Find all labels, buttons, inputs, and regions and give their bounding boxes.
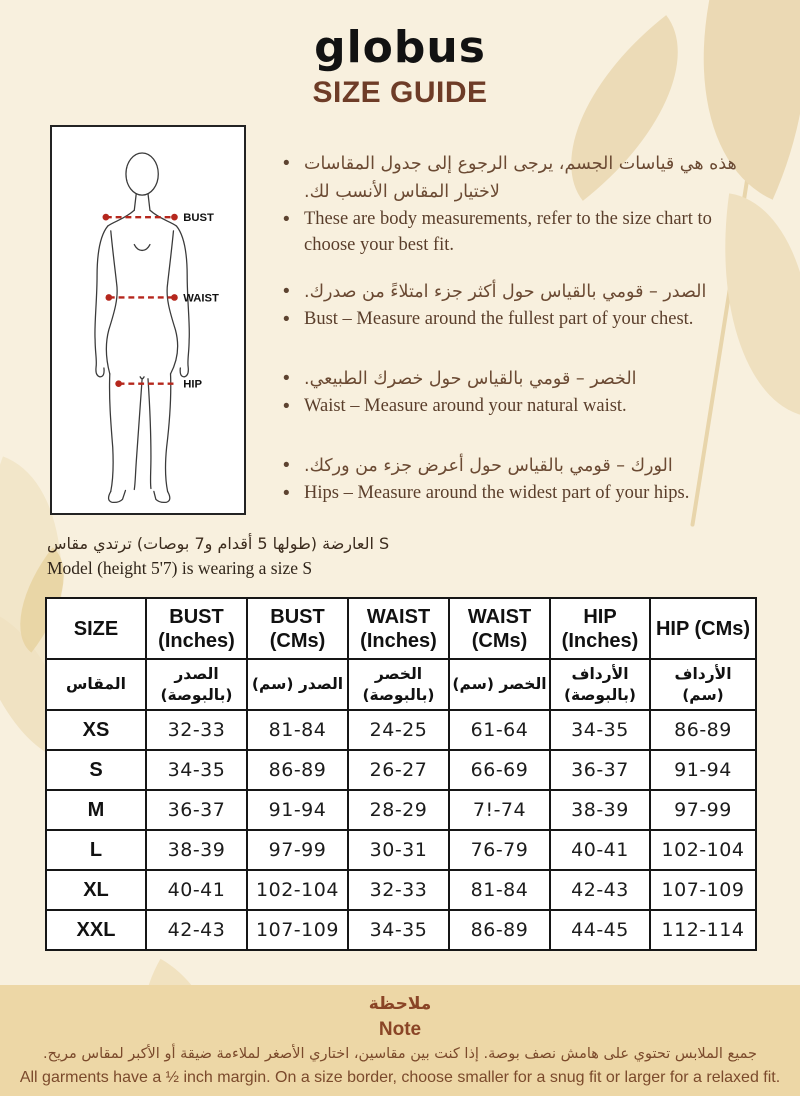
mannequin-figure-illustration <box>52 127 244 513</box>
table-cell: 102-104 <box>247 870 348 910</box>
instruction-group-waist <box>283 365 750 421</box>
size-table-container <box>45 597 755 951</box>
table-cell: SIZE <box>46 598 146 659</box>
table-cell: L <box>46 830 146 870</box>
note-title-arabic: ملاحظة <box>368 994 432 1014</box>
table-row <box>46 910 756 950</box>
bullet-icon: • <box>283 309 290 330</box>
table-cell: 86-89 <box>247 750 348 790</box>
measurement-lines <box>103 214 178 387</box>
table-row <box>46 830 756 870</box>
instruction-arabic: • هذه هي قياسات الجسم، يرجى الرجوع إلى جدول المقاسات لاختيار المقاس الأنسب لك. <box>283 150 750 206</box>
note-body-english: All garments have a ½ inch margin. On a size border, choose smaller for a snug fit or larger for a relaxed fit. <box>19 1069 781 1086</box>
table-cell: 40-41 <box>146 870 247 910</box>
table-cell: الخصر (سم) <box>449 659 550 710</box>
page-title: SIZE GUIDE <box>312 76 488 109</box>
table-cell: 97-99 <box>650 790 756 830</box>
note-section <box>0 985 800 1096</box>
table-cell: 38-39 <box>146 830 247 870</box>
bullet-icon: • <box>283 396 290 417</box>
table-cell: 81-84 <box>449 870 550 910</box>
table-cell: 34-35 <box>348 910 449 950</box>
table-cell: 24-25 <box>348 710 449 750</box>
table-row <box>46 710 756 750</box>
bullet-icon: • <box>283 368 290 389</box>
size-table-body <box>46 710 756 950</box>
table-cell: الخصر (بالبوصة) <box>348 659 449 710</box>
table-cell: 26-27 <box>348 750 449 790</box>
size-table <box>45 597 757 951</box>
bullet-icon: • <box>283 153 290 174</box>
table-cell: HIP (Inches) <box>550 598 650 659</box>
instruction-english: • Hips – Measure around the widest part of your hips. <box>283 480 750 508</box>
table-cell: 28-29 <box>348 790 449 830</box>
table-header-row-arabic <box>46 659 756 710</box>
table-cell: 86-89 <box>449 910 550 950</box>
table-cell: 91-94 <box>650 750 756 790</box>
table-cell: 61-64 <box>449 710 550 750</box>
instruction-english: • Waist – Measure around your natural waist. <box>283 393 750 421</box>
table-cell: 107-109 <box>650 870 756 910</box>
bullet-icon: • <box>283 455 290 476</box>
table-cell: المقاس <box>46 659 146 710</box>
table-cell: 102-104 <box>650 830 756 870</box>
brand-logo: globus <box>314 22 486 73</box>
table-cell: 38-39 <box>550 790 650 830</box>
model-info <box>47 531 467 581</box>
hip-label: HIP <box>183 378 203 391</box>
instruction-arabic: • الورك – قومي بالقياس حول أعرض جزء من وركك. <box>283 452 750 480</box>
body-measurement-diagram <box>50 125 246 515</box>
table-cell: 36-37 <box>550 750 650 790</box>
table-cell: 30-31 <box>348 830 449 870</box>
table-cell: WAIST (Inches) <box>348 598 449 659</box>
table-cell: 42-43 <box>550 870 650 910</box>
table-cell: الأرداف (بالبوصة) <box>550 659 650 710</box>
table-cell: 107-109 <box>247 910 348 950</box>
instruction-arabic: • الخصر – قومي بالقياس حول خصرك الطبيعي. <box>283 365 750 393</box>
table-cell: XS <box>46 710 146 750</box>
model-info-english: Model (height 5'7) is wearing a size S <box>47 558 313 578</box>
bullet-icon: • <box>283 281 290 302</box>
table-cell: 34-35 <box>146 750 247 790</box>
table-row <box>46 870 756 910</box>
instruction-group-bust <box>283 278 750 334</box>
table-cell: M <box>46 790 146 830</box>
table-cell: الصدر (بالبوصة) <box>146 659 247 710</box>
table-cell: 97-99 <box>247 830 348 870</box>
table-cell: 32-33 <box>348 870 449 910</box>
table-cell: 42-43 <box>146 910 247 950</box>
bullet-icon: • <box>283 209 290 230</box>
table-header-row-english <box>46 598 756 659</box>
table-cell: 66-69 <box>449 750 550 790</box>
table-cell: BUST (Inches) <box>146 598 247 659</box>
table-cell: 34-35 <box>550 710 650 750</box>
table-cell: BUST (CMs) <box>247 598 348 659</box>
table-cell: 40-41 <box>550 830 650 870</box>
table-cell: XL <box>46 870 146 910</box>
model-info-arabic: العارضة (طولها 5 أقدام و7 بوصات) ترتدي مقاس S <box>47 534 390 553</box>
table-row <box>46 790 756 830</box>
size-table-head <box>46 598 756 710</box>
table-cell: 91-94 <box>247 790 348 830</box>
table-cell: 81-84 <box>247 710 348 750</box>
table-row <box>46 750 756 790</box>
note-title-english: Note <box>378 1019 422 1040</box>
table-cell: الأرداف (سم) <box>650 659 756 710</box>
instruction-english: • These are body measurements, refer to the size chart to choose your best fit. <box>283 206 750 258</box>
instruction-english: • Bust – Measure around the fullest part of your chest. <box>283 306 750 334</box>
instruction-arabic: • الصدر – قومي بالقياس حول أكثر جزء امتلاءً من صدرك. <box>283 278 750 306</box>
table-cell: 112-114 <box>650 910 756 950</box>
bullet-icon: • <box>283 483 290 504</box>
table-cell: الصدر (سم) <box>247 659 348 710</box>
table-cell: WAIST (CMs) <box>449 598 550 659</box>
table-cell: 44-45 <box>550 910 650 950</box>
measurement-instructions <box>283 150 750 539</box>
instruction-group-hips <box>283 452 750 508</box>
instruction-group-intro <box>283 150 750 258</box>
table-cell: 7!-74 <box>449 790 550 830</box>
waist-label: WAIST <box>183 292 219 305</box>
table-cell: XXL <box>46 910 146 950</box>
table-cell: 86-89 <box>650 710 756 750</box>
table-cell: 76-79 <box>449 830 550 870</box>
table-cell: HIP (CMs) <box>650 598 756 659</box>
table-cell: S <box>46 750 146 790</box>
table-cell: 32-33 <box>146 710 247 750</box>
note-body-arabic: جميع الملابس تحتوي على هامش نصف بوصة. إذا كنت بين مقاسين، اختاري الأصغر لملاءمة ضيقة أو الأكبر لمقاس مريح. <box>43 1046 757 1062</box>
table-cell: 36-37 <box>146 790 247 830</box>
bust-label: BUST <box>183 212 214 225</box>
